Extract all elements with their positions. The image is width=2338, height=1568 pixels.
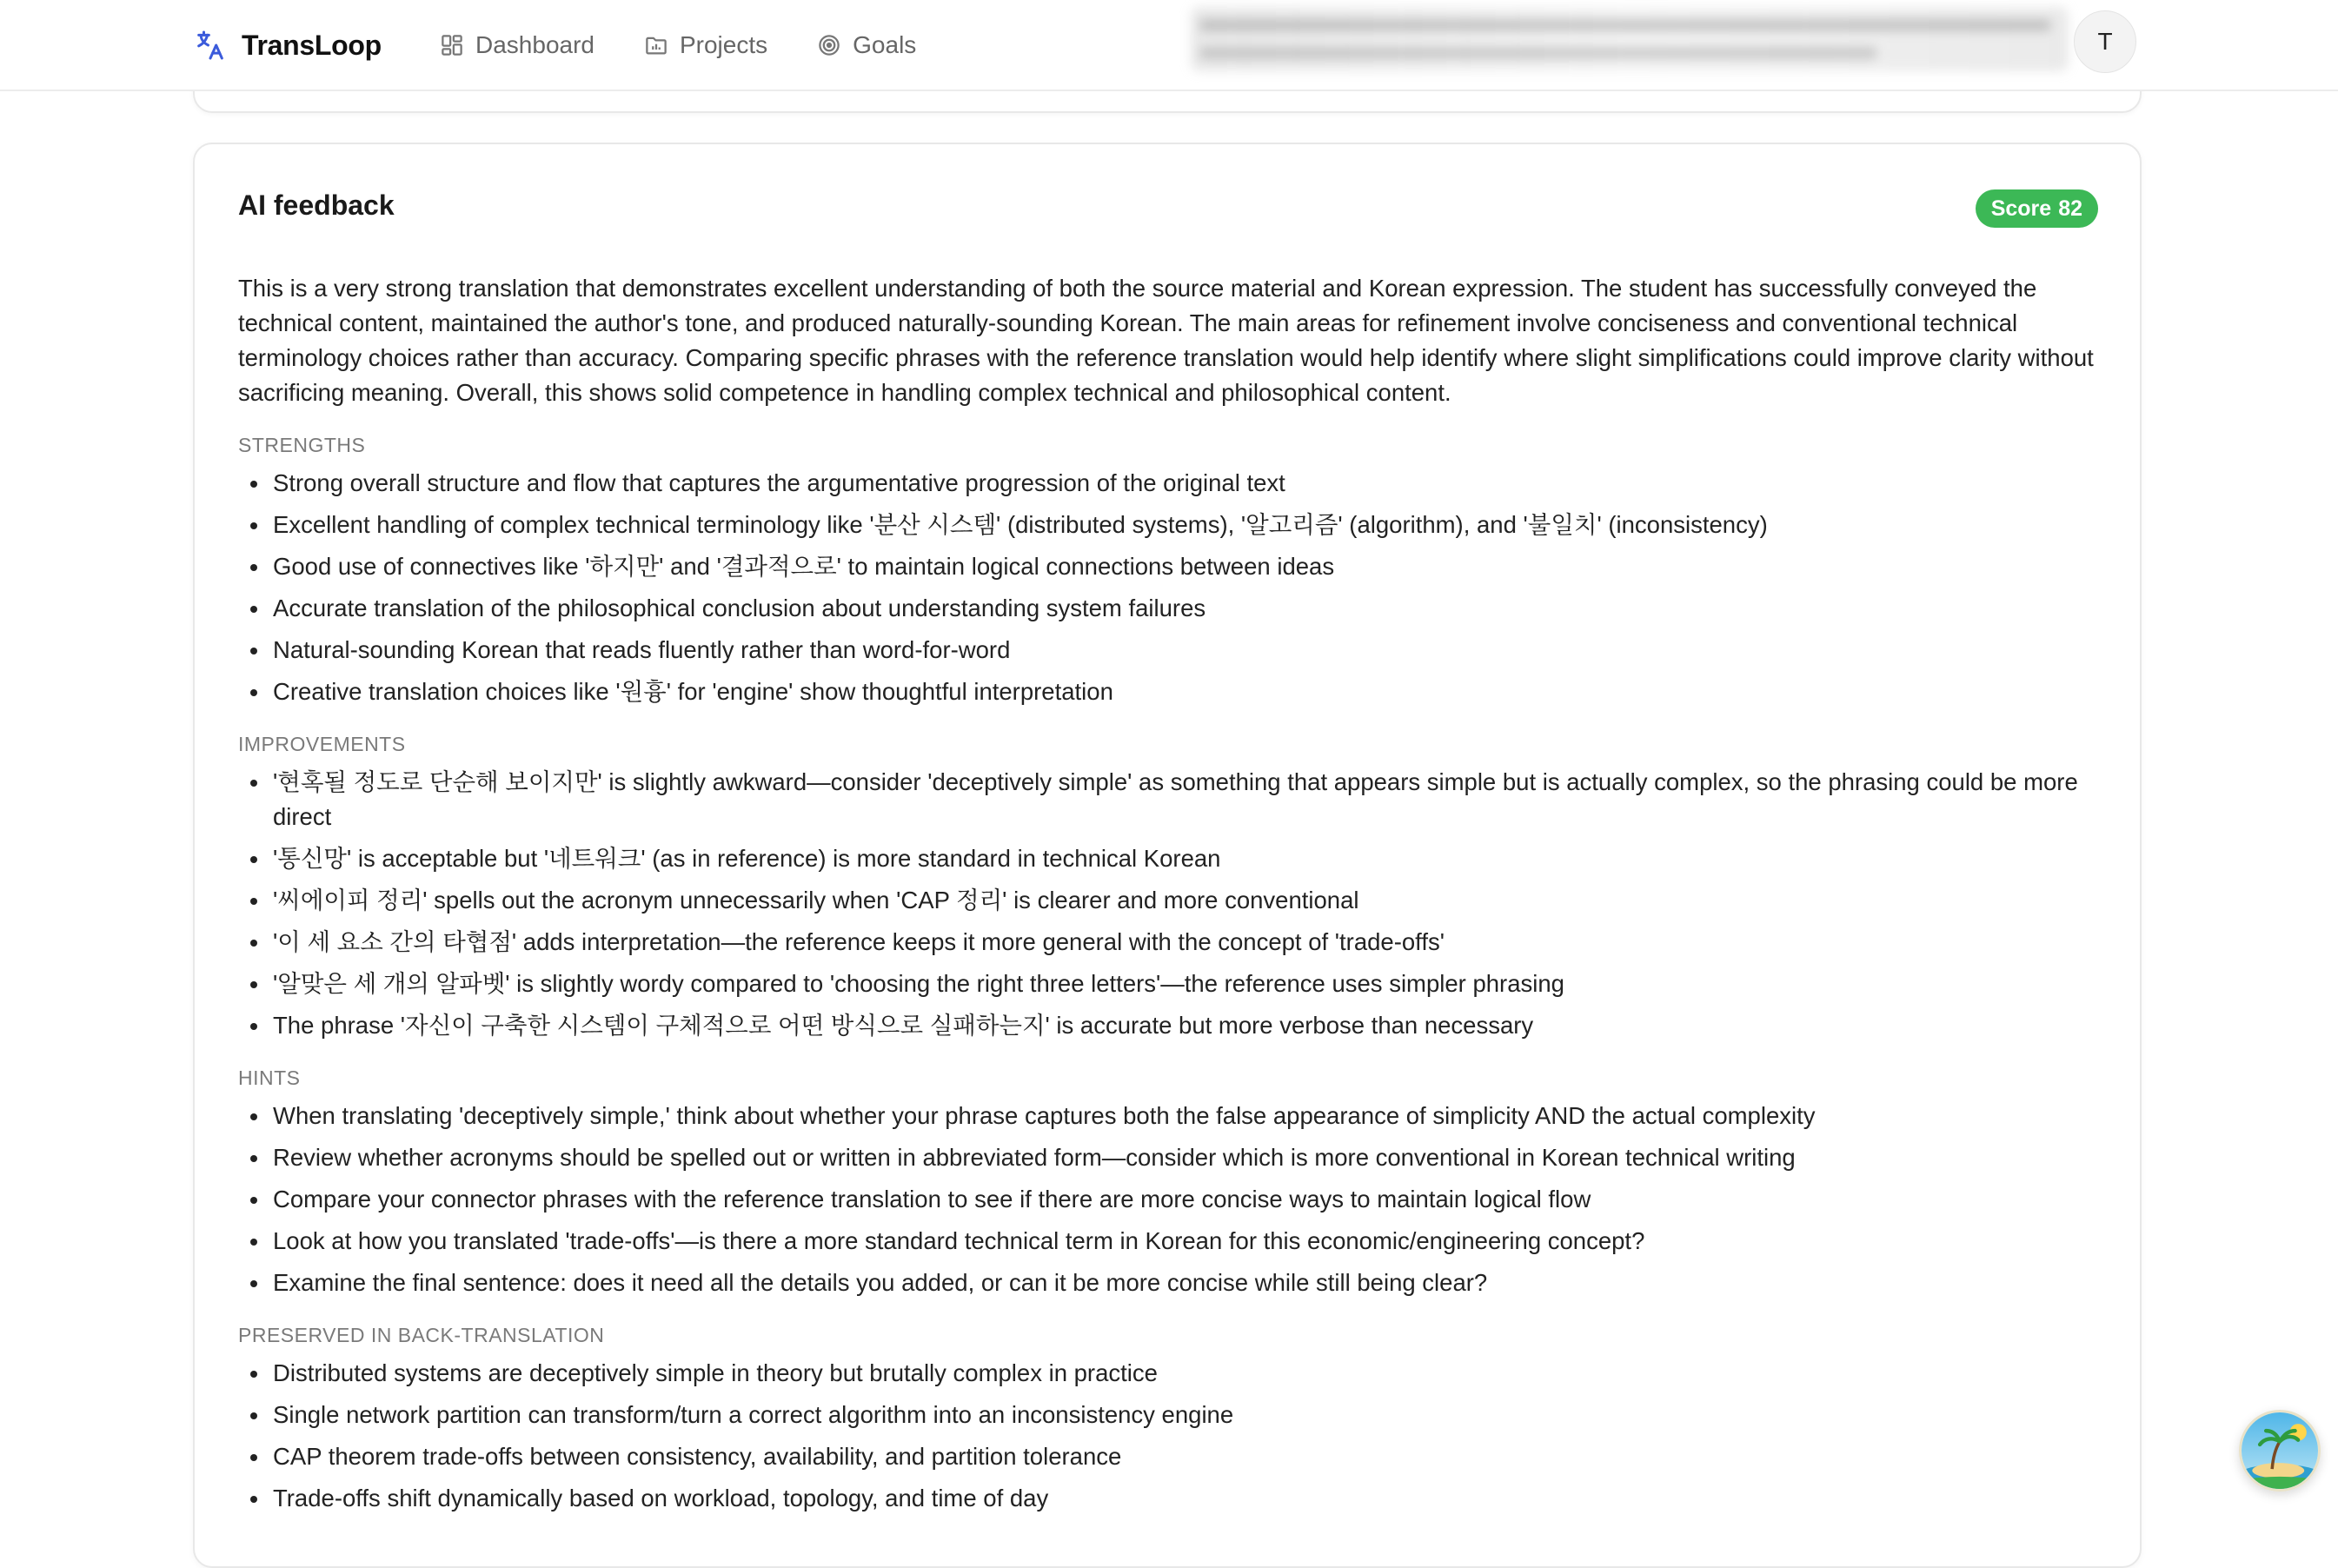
list-item: '현혹될 정도로 단순해 보이지만' is slightly awkward—consider 'deceptively simple' as something that appears simple but is actually complex, so the phrasing could be more direct	[238, 765, 2107, 834]
list-item: '알맞은 세 개의 알파벳' is slightly wordy compared to 'choosing the right three letters'—the reference uses simpler phrasing	[238, 967, 2107, 1001]
brand[interactable]	[193, 23, 382, 68]
assistant-launcher-button[interactable]	[2239, 1410, 2321, 1492]
nav-goals[interactable]	[816, 31, 916, 59]
score-badge	[1976, 189, 2098, 228]
list-item: Natural-sounding Korean that reads fluently rather than word-for-word	[238, 633, 2107, 668]
list-item: '통신망' is acceptable but '네트워크' (as in reference) is more standard in technical Korean	[238, 841, 2107, 876]
list-item: Trade-offs shift dynamically based on workload, topology, and time of day	[238, 1481, 2107, 1516]
list-item: Compare your connector phrases with the reference translation to see if there are more concise ways to maintain logical flow	[238, 1182, 2107, 1217]
hints-section	[238, 1062, 2107, 1307]
list-item: Excellent handling of complex technical terminology like '분산 시스템' (distributed systems), '알고리즘' (algorithm), and '불일치' (inconsistency)	[238, 508, 2107, 542]
nav-dashboard-label: Dashboard	[475, 31, 594, 58]
top-navigation-bar	[0, 0, 2338, 91]
avatar-initial: T	[2097, 28, 2113, 55]
folder-icon	[643, 32, 669, 58]
feedback-summary: This is a very strong translation that demonstrates excellent understanding of both the source material and Korean expression. The student has successfully conveyed the technical content, maintained the author's tone, and produced naturally-sounding Korean. The main areas for refinement involve conciseness and conventional technical terminology choices rather than accuracy. Comparing specific phrases with the reference translation would help identify where slight simplifications could improve clarity without sacrificing meaning. Overall, this shows solid competence in handling complex technical and philosophical content.	[238, 275, 2094, 406]
section-label: PRESERVED IN BACK-TRANSLATION	[238, 1324, 605, 1346]
section-label: HINTS	[238, 1066, 301, 1089]
section-label: STRENGTHS	[238, 434, 366, 456]
card-title: AI feedback	[238, 189, 395, 221]
nav-projects-label: Projects	[679, 31, 768, 58]
nav-dashboard[interactable]	[439, 31, 594, 59]
improvements-section	[238, 728, 2107, 1050]
list-item: Accurate translation of the philosophical conclusion about understanding system failures	[238, 591, 2107, 626]
island-mascot-icon	[2242, 1412, 2318, 1489]
target-icon	[816, 32, 842, 58]
nav-goals-label: Goals	[853, 31, 917, 58]
nav-projects[interactable]	[643, 31, 767, 59]
list-item: Single network partition can transform/turn a correct algorithm into an inconsistency engine	[238, 1398, 2107, 1432]
list-item: Distributed systems are deceptively simple in theory but brutally complex in practice	[238, 1356, 2107, 1391]
score-value: 82	[2058, 196, 2082, 221]
user-avatar[interactable]	[2074, 10, 2136, 73]
list-item: Strong overall structure and flow that captures the argumentative progression of the original text	[238, 466, 2107, 501]
main-nav	[439, 23, 916, 68]
dashboard-icon	[439, 32, 465, 58]
strengths-section	[238, 429, 2107, 716]
list-item: When translating 'deceptively simple,' think about whether your phrase captures both the false appearance of simplicity AND the actual complexity	[238, 1099, 2107, 1133]
section-label: IMPROVEMENTS	[238, 733, 406, 755]
list-item: '이 세 요소 간의 타협점' adds interpretation—the reference keeps it more general with the concept of 'trade-offs'	[238, 925, 2107, 960]
score-label: Score	[1990, 196, 2052, 221]
ai-feedback-card	[193, 143, 2142, 1568]
list-item: CAP theorem trade-offs between consistency, availability, and partition tolerance	[238, 1439, 2107, 1474]
list-item: Review whether acronyms should be spelled out or written in abbreviated form—consider which is more conventional in Korean technical writing	[238, 1140, 2107, 1175]
list-item: Creative translation choices like '원흉' for 'engine' show thoughtful interpretation	[238, 674, 2107, 709]
list-item: The phrase '자신이 구축한 시스템이 구체적으로 어떤 방식으로 실패하는지' is accurate but more verbose than necessary	[238, 1008, 2107, 1043]
blurred-content	[1191, 7, 2069, 71]
list-item: '씨에이피 정리' spells out the acronym unnecessarily when 'CAP 정리' is clearer and more conventional	[238, 883, 2107, 918]
preserved-section	[238, 1319, 2107, 1523]
app-name: TransLoop	[242, 29, 382, 61]
translate-icon	[193, 28, 228, 63]
list-item: Examine the final sentence: does it need all the details you added, or can it be more concise while still being clear?	[238, 1266, 2107, 1300]
list-item: Good use of connectives like '하지만' and '결과적으로' to maintain logical connections between ideas	[238, 549, 2107, 584]
list-item: Look at how you translated 'trade-offs'—is there a more standard technical term in Korean for this economic/engineering concept?	[238, 1224, 2107, 1259]
